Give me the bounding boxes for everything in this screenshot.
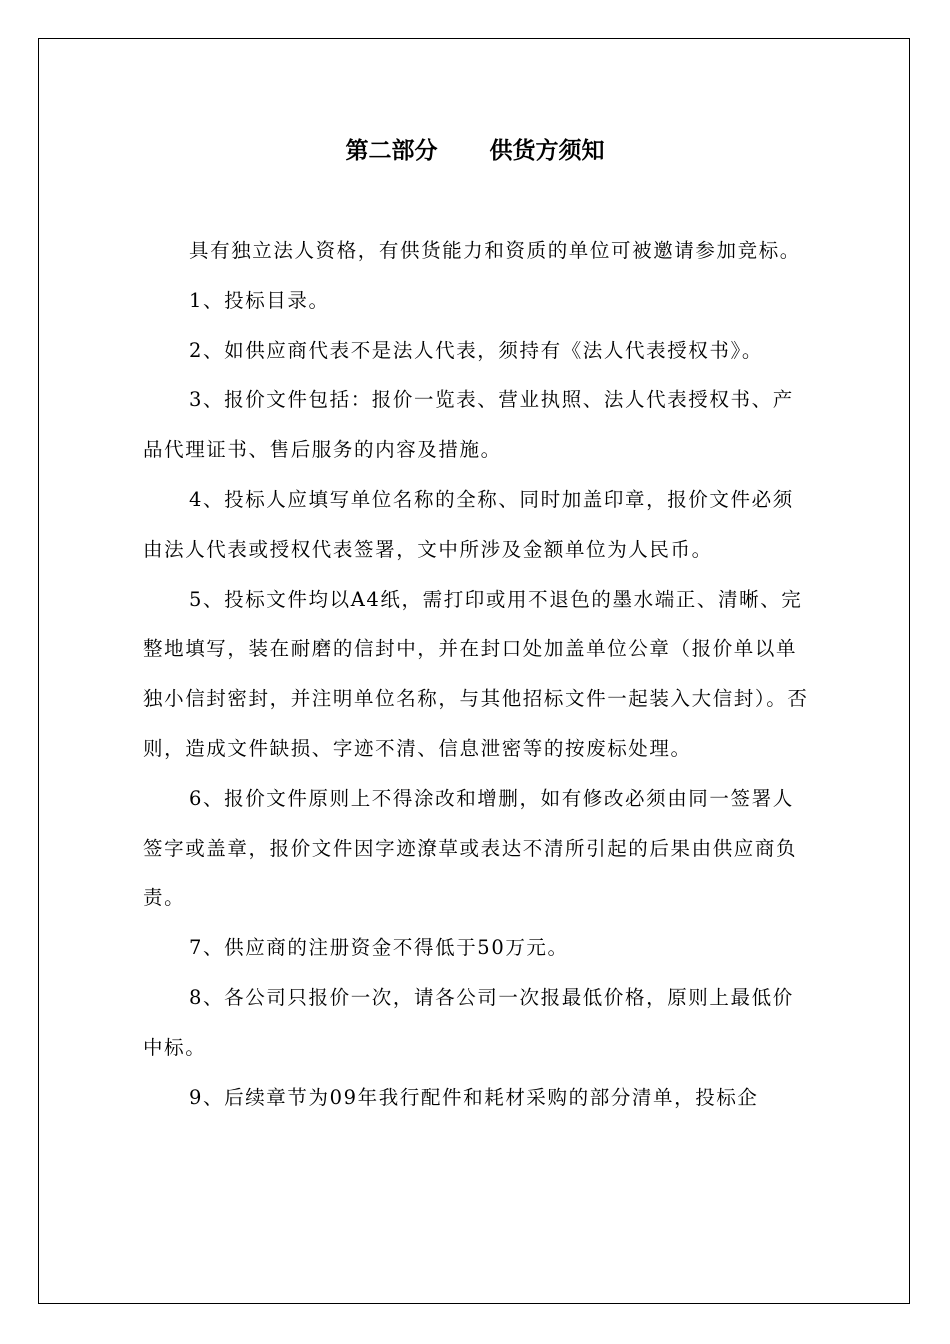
title-part: 第二部分 [345, 138, 438, 164]
paragraph-item-2: 2、如供应商代表不是法人代表，须持有《法人代表授权书》。 [189, 338, 763, 362]
paragraph-item-3: 3、报价文件包括：报价一览表、营业执照、法人代表授权书、产品代理证书、售后服务的内容及措施。 [143, 388, 794, 462]
paragraph-item-6: 6、报价文件原则上不得涂改和增删，如有修改必须由同一签署人签字或盖章，报价文件因字迹潦草或表达不清所引起的后果由供应商负责。 [143, 786, 798, 910]
paragraph-item-7: 7、供应商的注册资金不得低于50万元。 [189, 936, 569, 960]
title-main: 供货方须知 [489, 138, 605, 164]
document-title [0, 133, 950, 169]
paragraph-item-5: 5、投标文件均以A4纸，需打印或用不退色的墨水端正、清晰、完整地填写，装在耐磨的信封中，并在封口处加盖单位公章（报价单以单独小信封密封，并注明单位名称，与其他招标文件一起装入大信封）。否则，造成文件缺损、字迹不清、信息泄密等的按废标处理。 [143, 587, 809, 760]
paragraph-item-4: 4、投标人应填写单位名称的全称、同时加盖印章，报价文件必须由法人代表或授权代表签署，文中所涉及金额单位为人民币。 [143, 487, 794, 561]
paragraph-item-8: 8、各公司只报价一次，请各公司一次报最低价格，原则上最低价中标。 [143, 985, 794, 1059]
paragraph-item-9: 9、后续章节为09年我行配件和耗材采购的部分清单，投标企 [189, 1085, 759, 1109]
paragraph-item-1: 1、投标目录。 [189, 288, 330, 312]
paragraph-intro: 具有独立法人资格，有供货能力和资质的单位可被邀请参加竞标。 [189, 239, 801, 262]
document-body [143, 226, 813, 1122]
